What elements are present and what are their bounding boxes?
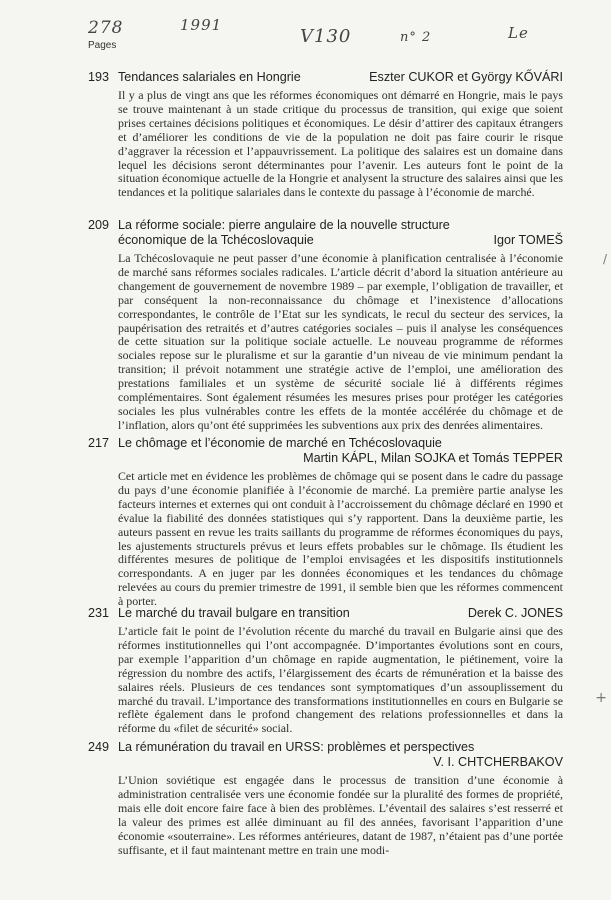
entry-heading xyxy=(88,740,563,770)
page-number: 231 xyxy=(88,606,110,620)
article-abstract: Il y a plus de vingt ans que les réformes économiques ont démarré en Hongrie, mais le pays se trouve maintenant à un stade critique du processus de transition, qui exige que soient prises certaines décisions politiques et économiques. Le désir d’attirer des capitaux étrangers et d’améliorer les conditions de vie de la population ne doit pas faire courir le risque d’aggraver la récession et l’appauvrissement. La politique des salaires est un domaine dans lequel les décisions seront déterminantes pour l’avenir. Les auteurs font le point de la situation économique actuelle de la Hongrie et analysent la structure des salaires ainsi que les tendances et la politique salariales dans le contexte du passage à l’économie de marché. xyxy=(118,88,563,200)
handwritten-note-volume: V130 xyxy=(300,26,352,47)
margin-mark: + xyxy=(595,690,607,706)
toc-entry xyxy=(88,740,563,857)
margin-mark: / xyxy=(602,252,607,266)
handwritten-note-le: Le xyxy=(508,24,529,42)
page-number: 209 xyxy=(88,218,110,232)
article-abstract: Cet article met en évidence les problèmes de chômage qui se posent dans le cadre du passage du pays d’une économie planifiée à l’économie de marché. La première partie analyse les facteurs internes et externes qui ont conduit à l’accroissement du chômage déclaré en 1990 et évalue la fiabilité des données statistiques qui s’y rapportent. Dans la deuxième partie, les auteurs passent en revue les traits saillants du programme de réformes économiques du pays, les ajustements structurels prévus et leurs effets probables sur le chômage. Ils étudient les différentes mesures de politique de l’emploi envisagées et les dispositifs institutionnels correspondants. A en juger par les données économiques et les tendances du chômage relevées au cours du premier trimestre de 1991, il semble bien que les réformes commencent à porter. xyxy=(118,469,563,609)
entry-heading xyxy=(88,218,563,248)
handwritten-note-year: 1991 xyxy=(180,16,223,34)
article-abstract: L’article fait le point de l’évolution récente du marché du travail en Bulgarie ainsi que des réformes institutionnelles qui l’ont accompagnée. D’importantes évolutions sont en cours, par exemple l’apparition d’un chômage en rapide augmentation, le piétinement, voire la régression du nombre des actifs, l’élargissement des écarts de rémunération et la baisse des salaires réels. Plusieurs de ces tendances sont symptomatiques d’un assouplissement du marché du travail. L’importance des transformations institutionnelles en cours en Bulgarie se reflète également dans le profond changement des relations professionnelles et dans la réforme du «filet de sécurité» social. xyxy=(118,624,563,736)
article-title: Le chômage et l’économie de marché en Tchécoslovaquie xyxy=(118,436,442,450)
article-author: Igor TOMEŠ xyxy=(493,233,563,247)
article-abstract: L’Union soviétique est engagée dans le processus de transition d’une économie à administration centralisée vers une économie fondée sur la pluralité des formes de propriété, mais elle doit encore faire face à bien des problèmes. L’éventail des salaires s’est resserré et la valeur des primes est allée diminuant au fil des années, favorisant l’apparition d’une économie «souterraine». Les réformes antérieures, datant de 1987, n’étaient pas d’une portée suffisante, et il faut maintenant mettre en train une modi- xyxy=(118,773,563,857)
toc-entry xyxy=(88,70,563,200)
toc-entry xyxy=(88,218,563,433)
page-number: 249 xyxy=(88,740,110,754)
article-title: Tendances salariales en Hongrie xyxy=(118,70,301,84)
page-number: 193 xyxy=(88,70,110,84)
article-author: Derek C. JONES xyxy=(467,606,563,620)
pages-label: Pages xyxy=(88,40,117,51)
handwritten-note-page: 278 xyxy=(88,18,124,38)
article-title-continued: économique de la Tchécoslovaquie xyxy=(118,233,314,247)
toc-entry xyxy=(88,436,563,609)
page-number: 217 xyxy=(88,436,110,450)
toc-entry xyxy=(88,606,563,736)
article-abstract: La Tchécoslovaquie ne peut passer d’une économie à planification centralisée à l’économie de marché sans réformes sociales radicales. L’article décrit d’abord la situation antérieure au changement de gouvernement de novembre 1989 – par exemple, l’obligation de travailler, et par conséquent la non-reconnaissance du chômage et l’inexistence d’allocations correspondantes, le contrôle de l’Etat sur les syndicats, le recul du secteur des services, la paupérisation des retraités et d’autres catégories sociales – puis il analyse les conséquences de cette situation sur la politique sociale actuelle. Le nouveau programme de réformes sociales repose sur le pluralisme et sur la garantie d’un niveau de vie minimum pendant la transition; il prévoit notamment une stratégie active de l’emploi, une amélioration des prestations familiales et un système de sécurité sociale lié à différents régimes complémentaires. Sont également résumées les mesures prises pour protéger les catégories sociales les plus vulnérables contre les effets de la montée accélérée du chômage et de l’inflation, alors qu’ont été supprimées les subventions aux prix des denrées alimentaires. xyxy=(118,251,563,432)
article-author: Martin KÁPL, Milan SOJKA et Tomás TEPPER xyxy=(303,451,563,465)
article-title: La réforme sociale: pierre angulaire de la nouvelle structure xyxy=(118,218,450,232)
handwritten-note-number: n° 2 xyxy=(400,30,432,45)
article-title: Le marché du travail bulgare en transition xyxy=(118,606,350,620)
entry-heading xyxy=(88,606,563,621)
article-author: V. I. CHTCHERBAKOV xyxy=(433,755,563,769)
entry-heading xyxy=(88,70,563,85)
article-author: Eszter CUKOR et György KŐVÁRI xyxy=(369,70,563,84)
entry-heading xyxy=(88,436,563,466)
article-title: La rémunération du travail en URSS: problèmes et perspectives xyxy=(118,740,475,754)
